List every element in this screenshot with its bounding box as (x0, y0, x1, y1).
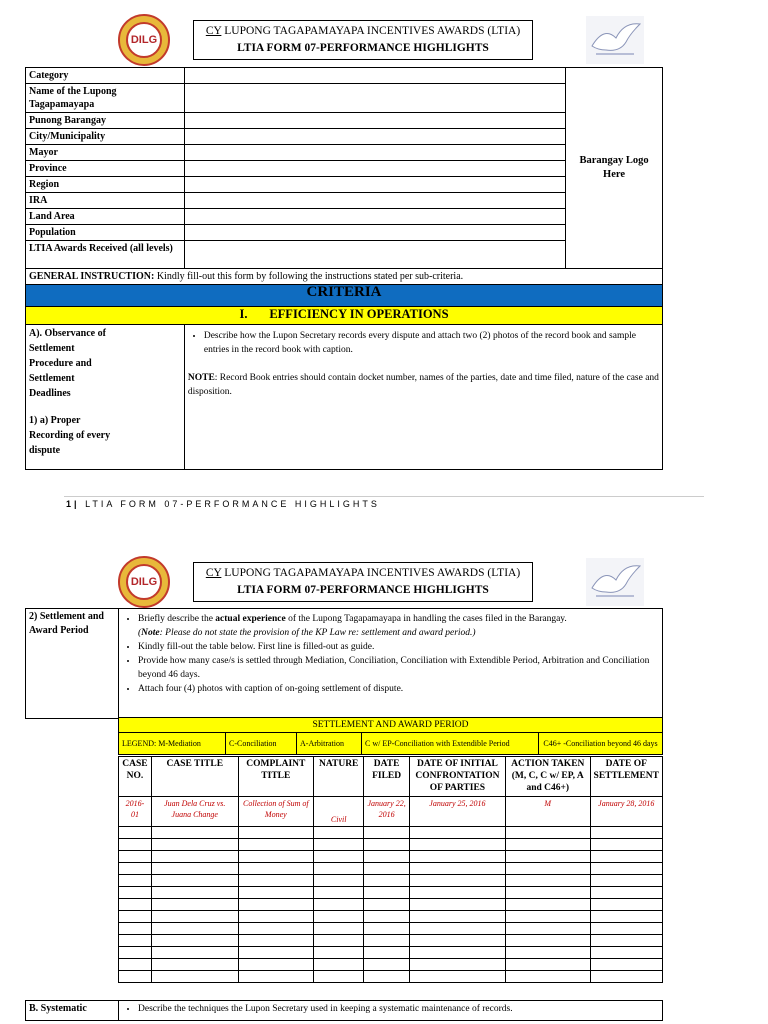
table-cell[interactable] (590, 899, 662, 911)
dove-logo-icon (586, 16, 644, 64)
info-label: City/Municipality (26, 129, 185, 145)
legend-item: C46+ -Conciliation beyond 46 days (539, 733, 663, 755)
table-cell[interactable] (505, 851, 590, 863)
table-row (119, 959, 663, 971)
table-cell[interactable] (314, 971, 364, 983)
table-cell[interactable] (119, 863, 152, 875)
table-cell[interactable] (151, 935, 238, 947)
table-cell[interactable] (314, 875, 364, 887)
info-label: Name of the Lupong Tagapamayapa (26, 84, 185, 113)
table-row (119, 923, 663, 935)
table-cell[interactable] (314, 947, 364, 959)
table-cell[interactable] (238, 839, 313, 851)
criteria-heading: CRITERIA (26, 285, 663, 307)
info-label: Province (26, 161, 185, 177)
title-prefix: CY (205, 25, 222, 37)
note-text: : Record Book entries should contain docket number, names of the parties, date and time filed, nature of the case and disposition. (187, 373, 659, 397)
table-cell[interactable] (364, 887, 409, 899)
table-row (119, 863, 663, 875)
table-cell[interactable] (314, 839, 364, 851)
col-header: CASE TITLE (151, 757, 238, 797)
table-cell[interactable] (409, 863, 505, 875)
settlement-note-label: Note (141, 628, 160, 638)
table-cell[interactable] (151, 887, 238, 899)
barangay-logo-placeholder: Barangay Logo Here (566, 68, 663, 269)
table-row (119, 971, 663, 983)
settlement-section-table (25, 608, 663, 719)
table-cell[interactable] (364, 935, 409, 947)
page-title (193, 20, 533, 60)
case-table (118, 756, 663, 983)
systematic-bullet: • Describe the techniques the Lupon Secretary used in keeping a systematic maintenance of records. (138, 1002, 659, 1016)
dilg-logo-text: DILG (126, 564, 162, 600)
table-cell[interactable] (151, 875, 238, 887)
col-header: CASE NO. (119, 757, 152, 797)
table-cell[interactable] (505, 863, 590, 875)
info-value[interactable] (184, 177, 565, 193)
legend-item: C w/ EP-Conciliation with Extendible Period (362, 733, 539, 755)
table-cell[interactable] (314, 899, 364, 911)
table-cell[interactable] (364, 959, 409, 971)
info-label: Category (26, 68, 185, 84)
table-cell[interactable] (505, 827, 590, 839)
table-row (119, 947, 663, 959)
table-cell[interactable] (364, 839, 409, 851)
dilg-logo (118, 14, 170, 66)
table-cell[interactable] (151, 899, 238, 911)
table-cell[interactable] (119, 971, 152, 983)
info-value[interactable] (184, 209, 565, 225)
table-cell: January 28, 2016 (590, 797, 662, 827)
info-value[interactable] (184, 161, 565, 177)
table-cell[interactable] (151, 863, 238, 875)
table-cell[interactable] (409, 851, 505, 863)
table-cell[interactable] (590, 947, 662, 959)
col-header: ACTION TAKEN (M, C, C w/ EP, A and C46+) (505, 757, 590, 797)
col-header: COMPLAINT TITLE (238, 757, 313, 797)
table-cell[interactable] (364, 863, 409, 875)
table-cell[interactable] (505, 959, 590, 971)
table-cell[interactable] (505, 935, 590, 947)
table-cell[interactable] (364, 851, 409, 863)
legend-item: C-Conciliation (226, 733, 297, 755)
systematic-content (119, 1001, 663, 1021)
table-cell[interactable] (590, 923, 662, 935)
table-cell[interactable] (409, 827, 505, 839)
title-prefix: CY (205, 567, 222, 579)
page-title (193, 562, 533, 602)
table-cell: M (505, 797, 590, 827)
table-cell[interactable] (238, 875, 313, 887)
table-row (119, 797, 663, 827)
table-cell[interactable] (505, 839, 590, 851)
table-cell[interactable] (151, 959, 238, 971)
table-cell[interactable] (409, 899, 505, 911)
settlement-instructions (119, 609, 663, 719)
table-cell[interactable] (505, 923, 590, 935)
table-cell[interactable] (505, 875, 590, 887)
general-instruction-label: GENERAL INSTRUCTION: (29, 271, 155, 282)
info-label: Land Area (26, 209, 185, 225)
table-cell[interactable] (119, 947, 152, 959)
info-value[interactable] (184, 241, 565, 269)
table-cell[interactable] (590, 839, 662, 851)
info-value[interactable] (184, 145, 565, 161)
table-cell[interactable] (238, 887, 313, 899)
table-cell[interactable] (151, 911, 238, 923)
info-value[interactable] (184, 68, 565, 84)
table-cell[interactable] (314, 923, 364, 935)
col-header: NATURE (314, 757, 364, 797)
table-cell[interactable] (314, 935, 364, 947)
table-cell[interactable] (364, 971, 409, 983)
table-cell[interactable] (119, 959, 152, 971)
table-cell[interactable] (590, 959, 662, 971)
table-cell[interactable] (151, 827, 238, 839)
col-header: DATE FILED (364, 757, 409, 797)
criteria-a-sub: 1) a) Proper Recording of every dispute (29, 415, 111, 456)
info-label: LTIA Awards Received (all levels) (26, 241, 185, 269)
table-cell: 2016-01 (119, 797, 152, 827)
table-cell: Collection of Sum of Money (238, 797, 313, 827)
systematic-label: B. Systematic (26, 1001, 119, 1021)
table-cell[interactable] (119, 827, 152, 839)
title-line1: LUPONG TAGAPAMAYAPA INCENTIVES AWARDS (LTIA) (221, 567, 521, 579)
table-cell[interactable] (364, 827, 409, 839)
settlement-label: 2) Settlement and Award Period (26, 609, 119, 719)
criteria-a-title: A). Observance of Settlement Procedure and Settlement Deadlines (29, 328, 106, 399)
general-instruction-text: Kindly fill-out this form by following the instructions stated per sub-criteria. (154, 271, 464, 282)
table-cell[interactable] (590, 863, 662, 875)
table-cell[interactable] (409, 911, 505, 923)
table-cell[interactable] (238, 923, 313, 935)
table-cell[interactable] (238, 899, 313, 911)
table-cell[interactable] (364, 899, 409, 911)
table-cell[interactable] (505, 971, 590, 983)
table-cell[interactable] (238, 947, 313, 959)
col-header: DATE OF INITIAL CONFRONTATION OF PARTIES (409, 757, 505, 797)
table-row (119, 851, 663, 863)
table-cell[interactable] (238, 851, 313, 863)
info-value[interactable] (184, 225, 565, 241)
table-cell[interactable] (409, 875, 505, 887)
col-header: DATE OF SETTLEMENT (590, 757, 662, 797)
settlement-bullet: • Provide how many case/s is settled through Mediation, Conciliation, Conciliation with Extendible Period, Arbitration and Conciliation beyond 46 days. (138, 654, 659, 682)
title-line1: LUPONG TAGAPAMAYAPA INCENTIVES AWARDS (LTIA) (221, 25, 521, 37)
table-row (119, 899, 663, 911)
table-cell[interactable] (151, 851, 238, 863)
settlement-bullet: • Kindly fill-out the table below. First line is filled-out as guide. (138, 640, 659, 654)
table-cell[interactable] (409, 971, 505, 983)
table-cell[interactable] (119, 935, 152, 947)
settlement-note-text: : Please do not state the provision of the KP Law re: settlement and award period.) (159, 628, 476, 638)
table-cell[interactable] (151, 971, 238, 983)
settlement-bullet: • Briefly describe the actual experience of the Lupong Tagapamayapa in handling the cases filed in the Barangay. (Note: Please do not state the provision of the KP Law re: settlement and award period.) (138, 612, 659, 640)
legend-item: A-Arbitration (297, 733, 362, 755)
settlement-bullet: • Attach four (4) photos with caption of on-going settlement of dispute. (138, 682, 659, 696)
table-cell[interactable] (151, 923, 238, 935)
table-row (119, 935, 663, 947)
criteria-a-bullet: • Describe how the Lupon Secretary records every dispute and attach two (2) photos of the record book and sample entries in the record book with caption. (204, 329, 659, 357)
table-cell: January 25, 2016 (409, 797, 505, 827)
table-cell[interactable] (590, 911, 662, 923)
info-label: Population (26, 225, 185, 241)
footer-rule (64, 496, 704, 497)
dilg-logo-text: DILG (126, 22, 162, 58)
title-line2: LTIA FORM 07-PERFORMANCE HIGHLIGHTS (237, 42, 489, 54)
table-cell[interactable] (505, 911, 590, 923)
table-cell[interactable] (119, 875, 152, 887)
table-cell[interactable] (590, 827, 662, 839)
table-cell[interactable] (409, 887, 505, 899)
table-cell: January 22, 2016 (364, 797, 409, 827)
barangay-info-table (25, 67, 663, 470)
table-row (119, 839, 663, 851)
table-cell[interactable] (314, 863, 364, 875)
table-cell[interactable] (238, 863, 313, 875)
table-cell[interactable] (364, 875, 409, 887)
table-cell[interactable] (505, 947, 590, 959)
table-cell[interactable] (314, 827, 364, 839)
dilg-logo (118, 556, 170, 608)
settlement-table-title: SETTLEMENT AND AWARD PERIOD (119, 718, 663, 734)
info-value[interactable] (184, 193, 565, 209)
info-label: Mayor (26, 145, 185, 161)
table-cell[interactable] (314, 911, 364, 923)
table-cell[interactable] (119, 899, 152, 911)
info-value[interactable] (184, 129, 565, 145)
table-cell[interactable] (409, 959, 505, 971)
table-cell[interactable] (409, 947, 505, 959)
info-label: Region (26, 177, 185, 193)
table-cell[interactable] (314, 887, 364, 899)
table-cell[interactable] (119, 923, 152, 935)
legend-table (118, 732, 663, 755)
table-cell[interactable] (238, 827, 313, 839)
table-cell[interactable] (409, 935, 505, 947)
table-cell[interactable] (151, 947, 238, 959)
table-cell[interactable] (364, 911, 409, 923)
info-value[interactable] (184, 84, 565, 113)
table-cell[interactable] (314, 959, 364, 971)
table-cell[interactable] (590, 851, 662, 863)
info-value[interactable] (184, 113, 565, 129)
systematic-table (25, 1000, 663, 1021)
table-cell[interactable] (119, 839, 152, 851)
table-cell[interactable] (590, 887, 662, 899)
table-cell: Juan Dela Cruz vs. Juana Change (151, 797, 238, 827)
table-cell[interactable] (590, 935, 662, 947)
table-cell[interactable] (238, 911, 313, 923)
table-cell[interactable] (364, 947, 409, 959)
general-instruction (26, 269, 663, 285)
table-cell[interactable] (409, 923, 505, 935)
legend-item: LEGEND: M-Mediation (119, 733, 226, 755)
table-cell[interactable] (364, 923, 409, 935)
section-heading: I. EFFICIENCY IN OPERATIONS (26, 307, 663, 325)
table-cell[interactable] (409, 839, 505, 851)
title-line2: LTIA FORM 07-PERFORMANCE HIGHLIGHTS (237, 584, 489, 596)
table-cell[interactable] (505, 899, 590, 911)
table-cell[interactable] (119, 851, 152, 863)
table-cell[interactable] (314, 851, 364, 863)
footer-page-number: 1 (66, 499, 75, 509)
dove-logo-icon (586, 558, 644, 606)
table-cell[interactable] (238, 935, 313, 947)
note-label: NOTE (187, 373, 215, 383)
criteria-a-content (184, 325, 662, 470)
table-cell[interactable] (151, 839, 238, 851)
table-cell[interactable] (119, 887, 152, 899)
footer-text: LTIA FORM 07-PERFORMANCE HIGHLIGHTS (85, 499, 380, 509)
page-footer: 1| LTIA FORM 07-PERFORMANCE HIGHLIGHTS (66, 499, 380, 509)
info-label: Punong Barangay (26, 113, 185, 129)
table-row (119, 911, 663, 923)
table-row (119, 875, 663, 887)
table-cell[interactable] (505, 887, 590, 899)
table-cell[interactable] (238, 971, 313, 983)
info-label: IRA (26, 193, 185, 209)
criteria-a-label (26, 325, 185, 470)
table-cell[interactable] (119, 911, 152, 923)
table-cell[interactable] (590, 875, 662, 887)
table-cell[interactable] (238, 959, 313, 971)
table-cell[interactable] (590, 971, 662, 983)
table-cell: Civil (314, 797, 364, 827)
table-row (119, 887, 663, 899)
table-row (119, 827, 663, 839)
